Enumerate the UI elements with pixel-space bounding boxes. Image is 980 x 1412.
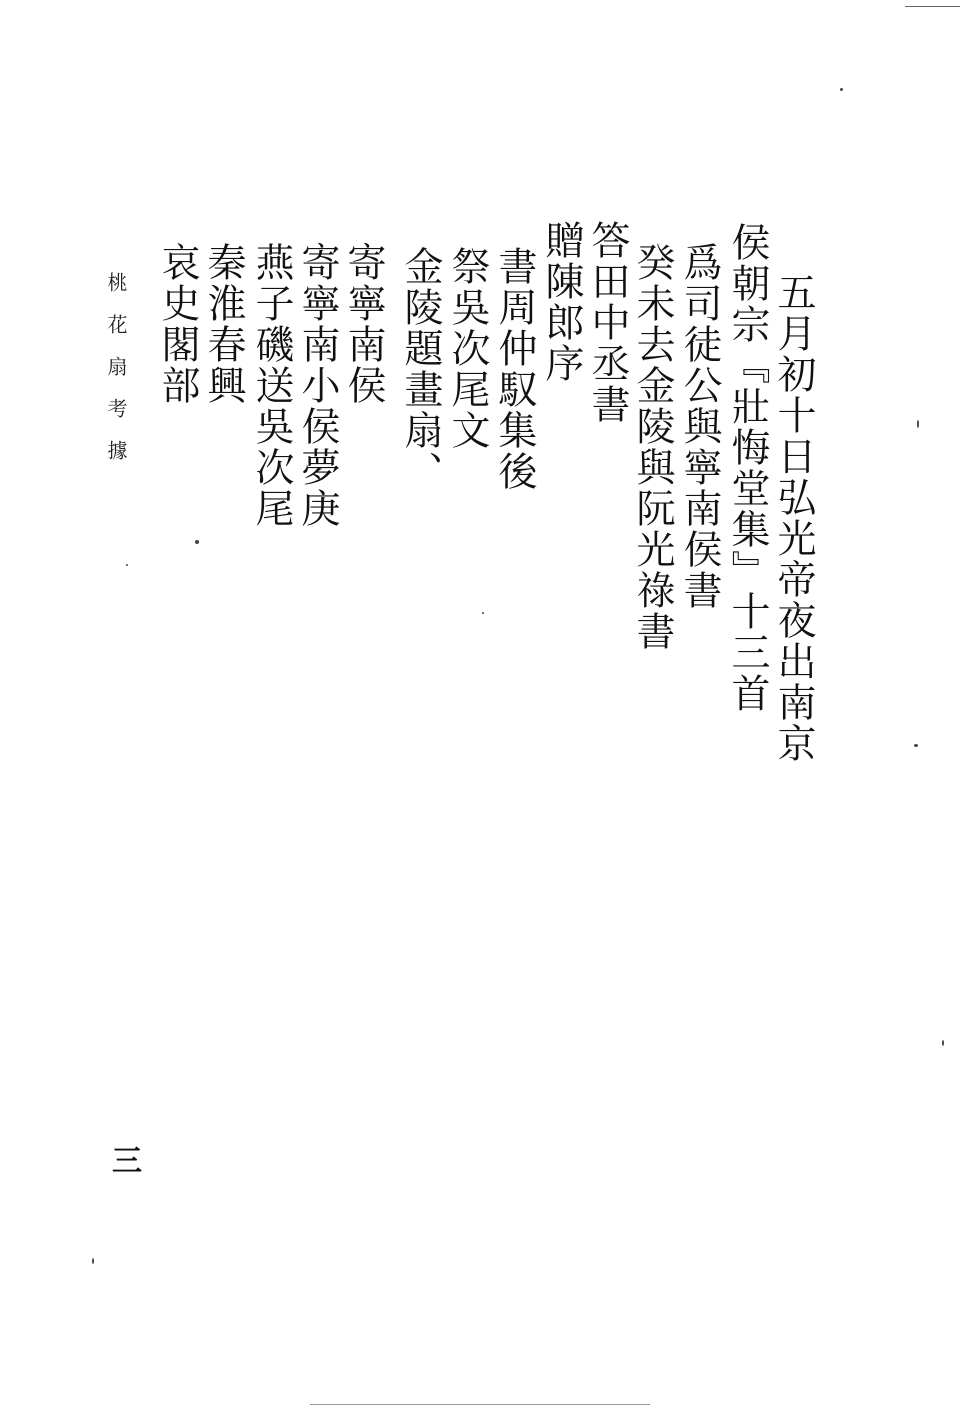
scan-speck <box>482 612 484 614</box>
entry-col-5: 答田中丞書 <box>585 220 630 425</box>
entry-col-11: 寄寧南小侯夢庚 <box>295 242 340 529</box>
entry-col-7: 書周仲馭集後 <box>492 246 537 492</box>
entry-col-12: 燕子磯送吳次尾 <box>249 242 294 529</box>
entry-col-6: 贈陳郎序 <box>539 220 584 384</box>
entry-col-3: 爲司徒公與寧南侯書 <box>677 242 722 611</box>
entry-col-2: 侯朝宗『壯悔堂集』十三首 <box>725 222 770 714</box>
entry-col-10: 寄寧南侯 <box>341 242 386 406</box>
entry-col-1: 五月初十日弘光帝夜出南京 <box>771 272 816 764</box>
entry-col-9: 金陵題畫扇、 <box>398 246 443 492</box>
page-number: 三 <box>112 1144 142 1179</box>
entry-col-13: 秦淮春興 <box>201 242 246 406</box>
scan-speck <box>195 540 199 544</box>
running-title: 桃花扇考據 <box>104 272 128 482</box>
scan-speck <box>126 564 128 566</box>
scan-speck <box>840 88 843 91</box>
scan-speck <box>914 744 918 747</box>
scan-speck <box>917 420 919 428</box>
scan-edge-line <box>905 6 960 7</box>
entry-col-8: 祭吳次尾文 <box>445 246 490 451</box>
scan-speck <box>942 1040 944 1046</box>
entry-col-4: 癸未去金陵與阮光祿書 <box>630 242 675 652</box>
scan-speck <box>92 1258 94 1264</box>
entry-col-14: 哀史閣部 <box>155 242 200 406</box>
scan-edge-line <box>310 1404 650 1405</box>
